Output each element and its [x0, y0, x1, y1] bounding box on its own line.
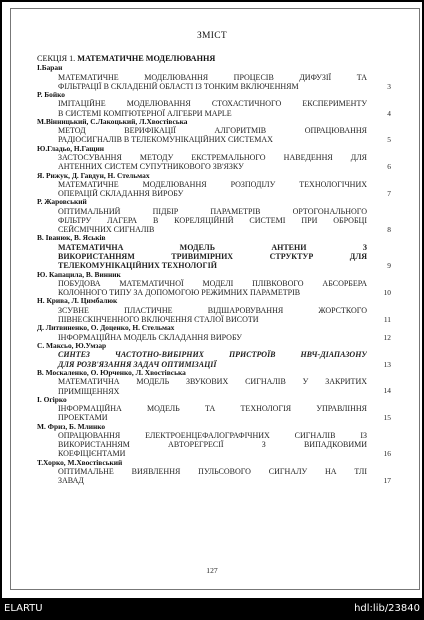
toc-entry-page: 8 — [387, 225, 391, 235]
toc-entry — [37, 341, 391, 369]
toc-entry-title-line: ОПТИМАЛЬНЕ ВИЯВЛЕННЯ ПУЛЬСОВОГО СИГНАЛУ НА ТЛІ — [58, 467, 367, 477]
toc-entry-page: 13 — [383, 359, 391, 369]
toc-entry-authors: Н. Крива, Л. Цимбалюк — [37, 297, 118, 306]
toc-entry — [37, 234, 391, 271]
toc-entry-page: 9 — [387, 261, 391, 271]
toc-entry-title-line: ІНФОРМАЦІЙНА МОДЕЛЬ СКЛАДАННЯ ВИРОБУ — [58, 332, 242, 342]
toc-entry-page: 16 — [383, 449, 391, 459]
toc-entry-authors: Р. Жаровський — [37, 198, 87, 207]
toc-entry-title-line: КОЕФІЦІЄНТАМИ — [58, 449, 126, 459]
toc-entry-title-line: ПРОЕКТАМИ — [58, 413, 108, 423]
toc-entry — [37, 90, 391, 118]
toc-entry-page: 10 — [383, 288, 391, 298]
toc-entry-title-line: МАТЕМАТИЧНЕ МОДЕЛЮВАННЯ ПРОЦЕСІВ ДИФУЗІЇ ТА — [58, 72, 367, 82]
toc-entry-title-line: ПОБУДОВА МАТЕМАТИЧНОЇ МОДЕЛІ ПЛІВКОВОГО АБСОРБЕРА — [58, 279, 367, 288]
section-heading — [37, 54, 215, 63]
page-title: ЗМІСТ — [196, 31, 227, 41]
toc-entry — [37, 198, 391, 235]
toc-entry-authors: І. Огірко — [37, 395, 67, 404]
section-title: МАТЕМАТИЧНЕ МОДЕЛЮВАННЯ — [77, 54, 216, 63]
toc-entry — [37, 144, 391, 172]
toc-entry-page: 17 — [383, 476, 391, 486]
toc-entry-page: 14 — [383, 386, 391, 396]
toc-entry-title-line: ДЛЯ РОЗВ'ЯЗАННЯ ЗАДАЧ ОПТИМІЗАЦІЇ — [58, 359, 217, 369]
toc-entry-title-line: ІНФОРМАЦІЙНА МОДЕЛЬ ТА ТЕХНОЛОГІЯ УПРАВЛІННЯ — [58, 404, 367, 414]
toc-entry-authors: М.Вінницький, С.Лакоцький, Л.Хвостівська — [37, 117, 188, 126]
toc-entry-authors: М. Фриз, Б. Млинко — [37, 422, 106, 431]
toc-entry — [37, 117, 391, 145]
section-prefix: СЕКЦІЯ 1. — [37, 54, 76, 63]
toc-entry-title-line: ІМІТАЦІЙНЕ МОДЕЛЮВАННЯ СТОХАСТИЧНОГО ЕКСПЕРИМЕНТУ — [58, 99, 367, 109]
toc-entry-authors: Д. Литвиненко, О. Доценко, Н. Стельмах — [37, 324, 175, 333]
toc-entry — [37, 297, 391, 325]
toc-entry-page: 11 — [383, 315, 391, 325]
toc-entry-title-line: МАТЕМАТИЧНА МОДЕЛЬ АНТЕНИ З — [58, 242, 367, 252]
toc-entry-authors: Ю.Гладьо, Н.Гащин — [37, 144, 105, 153]
toc-entry-title-line: МАТЕМАТИЧНЕ МОДЕЛЮВАННЯ РОЗПОДІЛУ ТЕХНОЛОГІЧНИХ — [58, 180, 367, 189]
toc-entry-authors: Р. Бойко — [37, 90, 65, 99]
toc-entry-authors: І.Баран — [37, 64, 63, 72]
toc-entry-title-line: КОЛОННОГО ТИПУ ЗА ДОПОМОГОЮ РЕЖИМНИХ ПАРАМЕТРІВ — [58, 288, 301, 298]
toc-entry-title-line: СИНТЕЗ ЧАСТОТНО-ВИБІРНИХ ПРИСТРОЇВ НВЧ-ДІАПАЗОНУ — [58, 350, 367, 360]
toc-entry-authors: Ю. Капацила, В. Винник — [37, 270, 121, 279]
toc-entry-authors: Т.Хорко, М.Хвостівський — [37, 458, 123, 467]
toc-entry — [37, 422, 391, 459]
toc-entry-authors: С. Максьо, Ю.Умзар — [37, 341, 107, 350]
toc-entry-title-line: ТЕЛЕКОМУНІКАЦІЙНИХ ТЕХНОЛОГІЙ — [58, 261, 217, 271]
toc-entry-page: 5 — [387, 135, 391, 145]
toc-entry-title-line: ПРИМІЩЕННЯХ — [58, 386, 120, 396]
toc-entry-page: 7 — [387, 189, 391, 199]
toc-entry-title-line: ЗАВАД — [58, 476, 84, 486]
toc-entry-title-line: ЗАСТОСУВАННЯ МЕТОДУ ЕКСТРЕМАЛЬНОГО НАВЕДЕННЯ ДЛЯ — [58, 153, 367, 163]
toc-entry — [37, 458, 391, 486]
toc-entry-page: 4 — [387, 108, 391, 118]
toc-entry-title-line: ВИКОРИСТАННЯМ ТРИВИМІРНИХ СТРУКТУР ДЛЯ — [58, 252, 367, 262]
toc-entry — [37, 64, 391, 91]
toc-entry-title-line: ПІВНЕСКІНЧЕННОГО ВКЛЮЧЕННЯ СТАЛОЇ ВИСОТИ — [58, 315, 259, 325]
toc-entry-title-line: РАДІОСИГНАЛІВ В ТЕЛЕКОМУНІКАЦІЙНИХ СИСТЕМАХ — [58, 135, 273, 145]
toc-entry-page: 12 — [383, 332, 391, 342]
toc-entry-title-line: ОПЕРАЦІЙ СКЛАДАННЯ ВИРОБУ — [58, 189, 184, 199]
toc-entry-title-line: МЕТОД ВЕРИФІКАЦІЇ АЛГОРИТМІВ ОПРАЦЮВАННЯ — [58, 126, 367, 136]
toc-entry-title-line: ФІЛЬТРАЦІЇ В СКЛАДЕНІЙ ОБЛАСТІ ІЗ ТОНКИМ ВКЛЮЧЕННЯМ — [58, 81, 299, 91]
toc-entry — [37, 395, 391, 423]
toc-entry — [37, 324, 391, 342]
toc-entry-title-line: СЕЙСМІЧНИХ СИГНАЛІВ — [58, 225, 155, 235]
toc-entry-title-line: В СИСТЕМІ КОМП'ЮТЕРНОЇ АЛГЕБРИ MAPLE — [58, 108, 232, 118]
toc-entry-page: 3 — [387, 81, 391, 91]
toc-entry-authors: В. Москаленко, О. Юрченко, Л. Хвостівська — [37, 368, 186, 377]
footer-handle: hdl:lib/23840 — [354, 603, 420, 614]
toc-entry — [37, 368, 391, 396]
toc-list — [37, 64, 391, 486]
toc-entry-authors: В. Іванюк, В. Яськів — [37, 234, 106, 243]
footer-bar — [0, 598, 424, 620]
footer-source: ELARTU — [4, 603, 43, 614]
toc-entry — [37, 270, 391, 298]
toc-entry-title-line: ВИКОРИСТАННЯМ АВТОРЕГРЕСІЇ З ВИПАДКОВИМИ — [58, 440, 367, 450]
toc-entry-page: 6 — [387, 162, 391, 172]
toc-entry-title-line: ОПРАЦЮВАННЯ ЕЛЕКТРОЕНЦЕФАЛОГРАФІЧНИХ СИГНАЛІВ ІЗ — [58, 431, 367, 441]
toc-entry-title-line: АНТЕННИХ СИСТЕМ СУПУТНИКОВОГО ЗВ'ЯЗКУ — [58, 162, 244, 172]
page-number: 127 — [206, 566, 218, 575]
toc-entry-title-line: ОПТИМАЛЬНИЙ ПІДБІР ПАРАМЕТРІВ ОРТОГОНАЛЬНОГО — [58, 206, 367, 216]
toc-entry-page: 15 — [383, 413, 391, 423]
toc-entry-title-line: МАТЕМАТИЧНА МОДЕЛЬ ЗВУКОВИХ СИГНАЛІВ У ЗАКРИТИХ — [58, 377, 367, 387]
toc-entry-authors: Я. Рижук, Д. Гавдун, Н. Стельмах — [37, 171, 150, 180]
toc-entry-title-line: ЗСУВНЕ ПЛАСТИЧНЕ ВІДШАРОВУВАННЯ ЖОРСТКОГО — [58, 305, 367, 315]
toc-entry — [37, 171, 391, 199]
toc-entry-title-line: ФІЛЬТРУ ЛАГЕРА В КОРЕЛЯЦІЙНІЙ СИСТЕМІ ПРИ ОБРОБЦІ — [58, 216, 367, 226]
